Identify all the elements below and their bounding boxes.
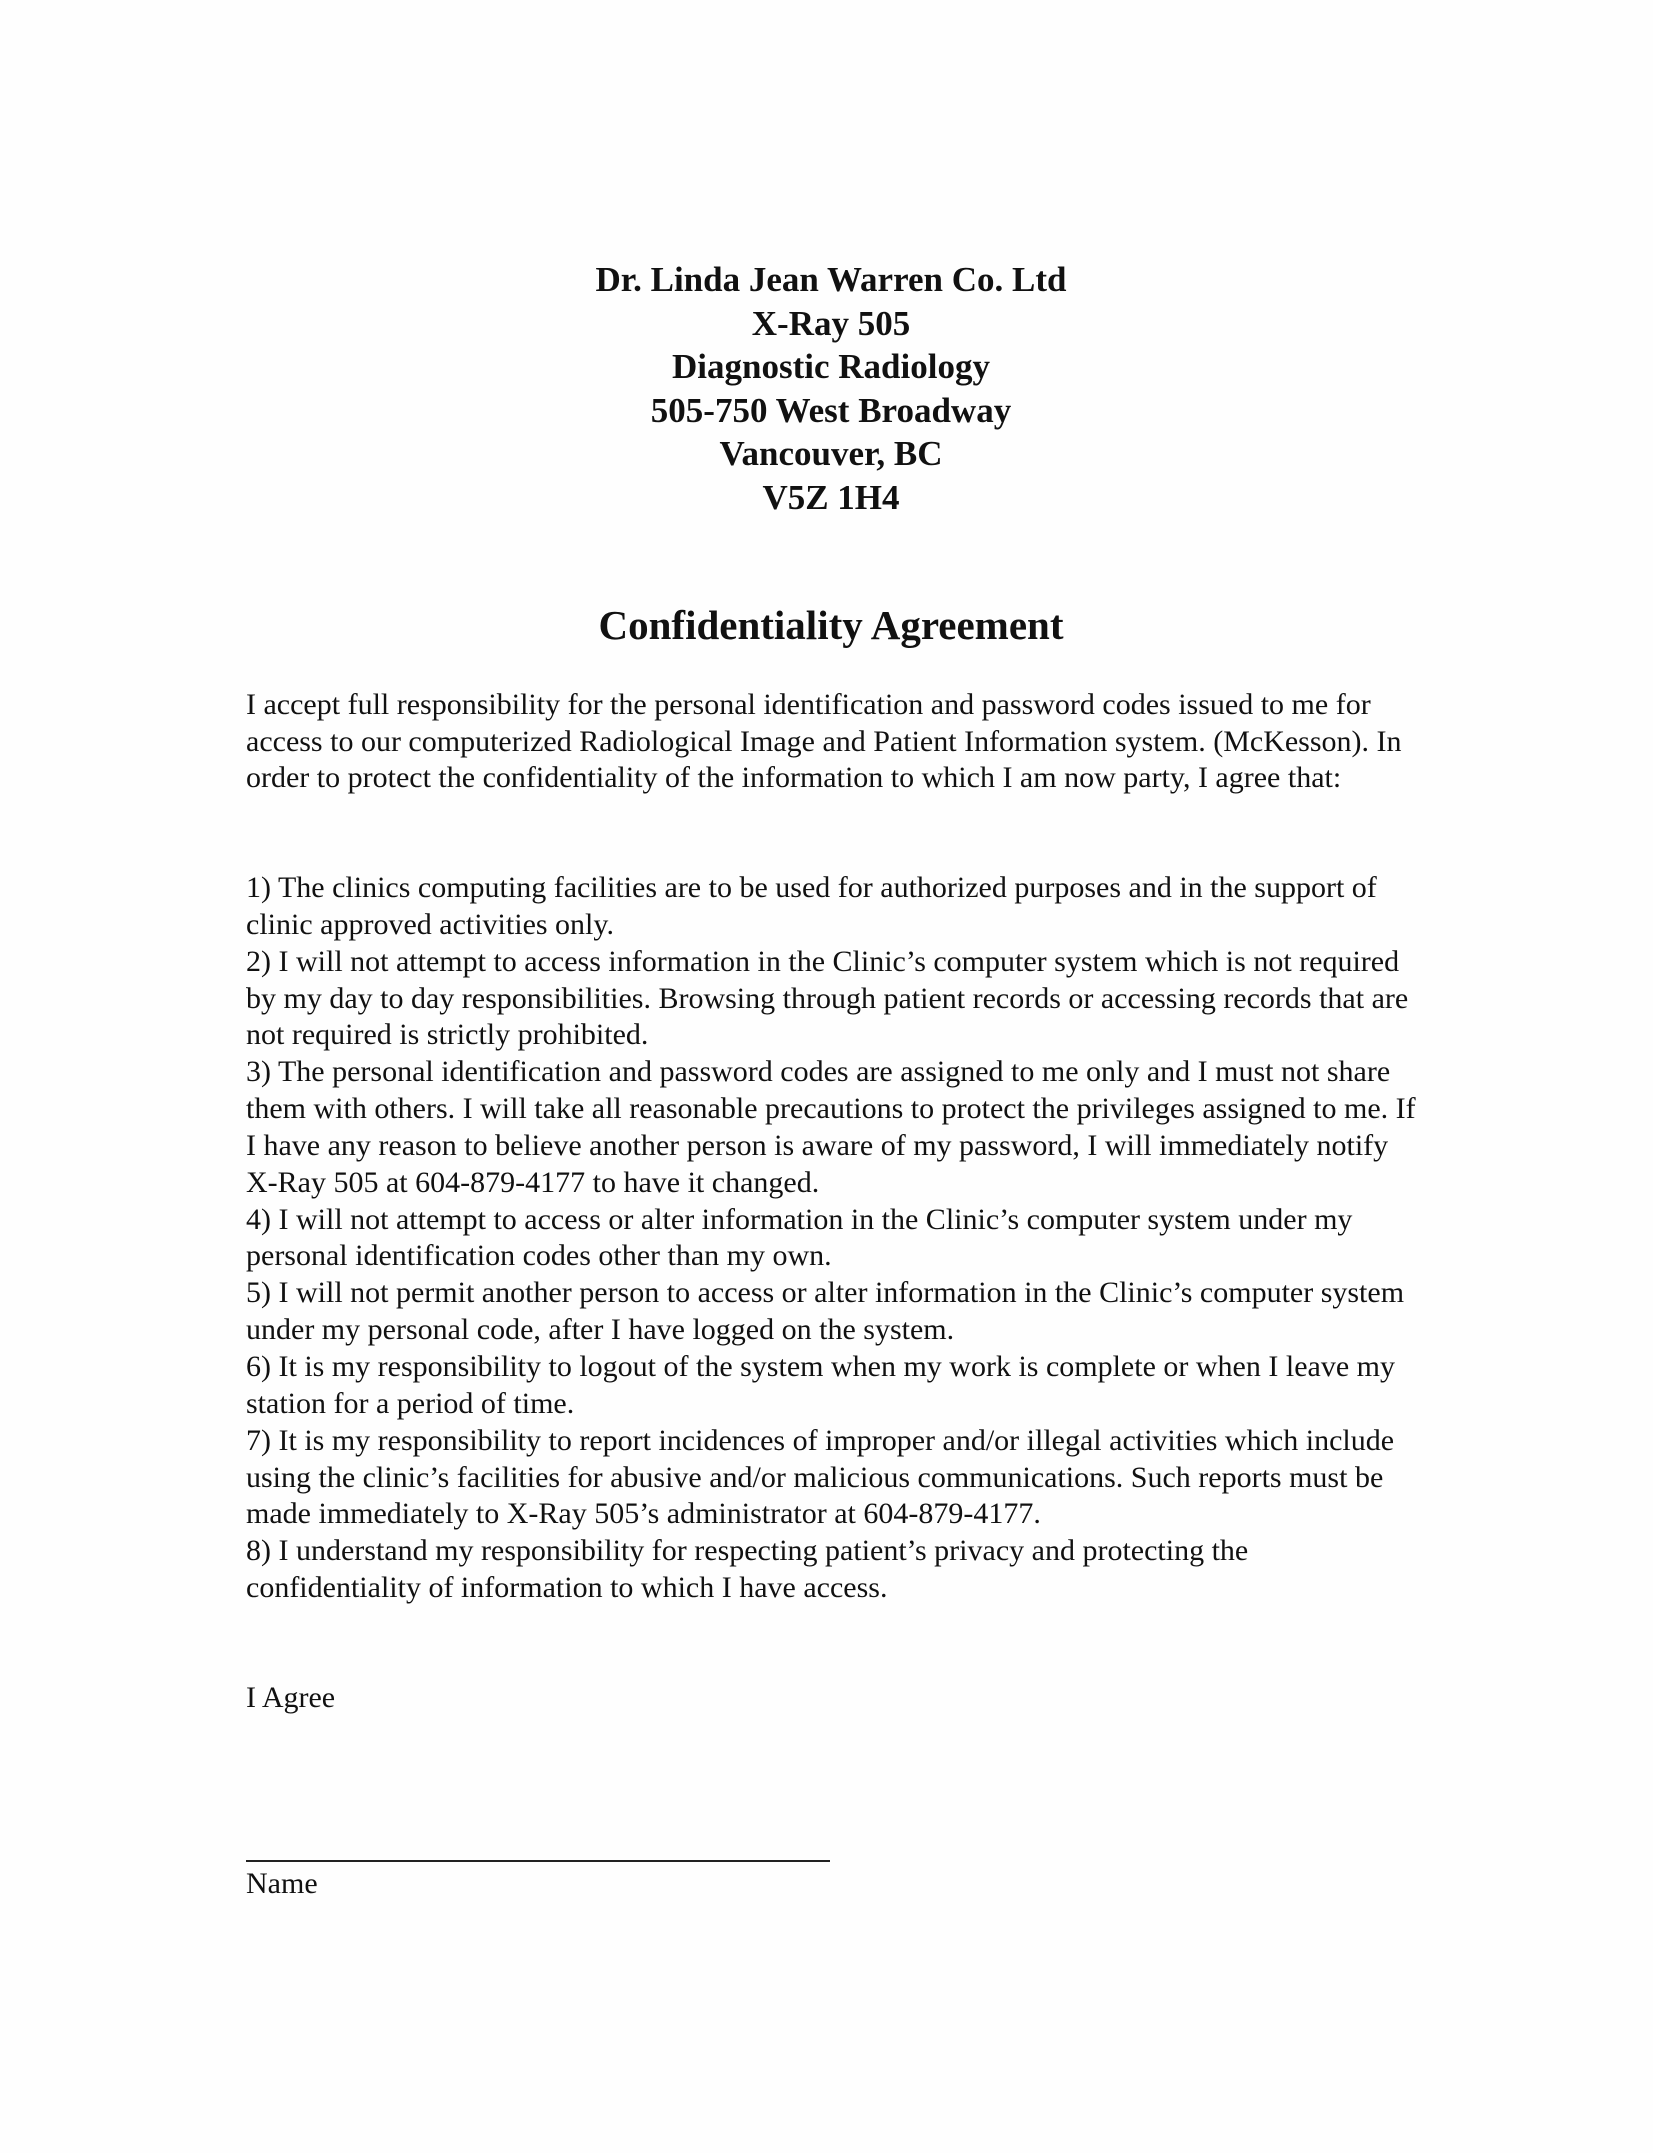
terms-list bbox=[246, 870, 1426, 1607]
term-item: 7) It is my responsibility to report incidences of improper and/or illegal activities which include using the clinic’s facilities for abusive and/or malicious communications. Such reports must be made immediately to X-Ray 505’s administrator at 604-879-4177. bbox=[246, 1423, 1395, 1531]
signature-name-label: Name bbox=[246, 1867, 318, 1900]
letterhead-city: Vancouver, BC bbox=[719, 434, 943, 474]
letterhead-street: 505-750 West Broadway bbox=[650, 390, 1012, 430]
term-item: 5) I will not permit another person to access or alter information in the Clinic’s computer system under my personal code, after I have logged on the system. bbox=[246, 1276, 1405, 1347]
term-item: 4) I will not attempt to access or alter information in the Clinic’s computer system under my personal identification codes other than my own. bbox=[246, 1202, 1353, 1273]
term-item: 3) The personal identification and password codes are assigned to me only and I must not share them with others. I will take all reasonable precautions to protect the privileges assigned to me. If I have any reason to believe another person is aware of my password, I will immediately notify X-Ray 505 at 604-879-4177 to have it changed. bbox=[246, 1055, 1416, 1199]
term-item: 6) It is my responsibility to logout of the system when my work is complete or when I leave my station for a period of time. bbox=[246, 1349, 1395, 1420]
term-item: 2) I will not attempt to access information in the Clinic’s computer system which is not required by my day to day responsibilities. Browsing through patient records or accessing records that are not required is strictly prohibited. bbox=[246, 944, 1409, 1052]
agree-label: I Agree bbox=[246, 1681, 336, 1714]
signature-line bbox=[246, 1860, 830, 1862]
term-item: 1) The clinics computing facilities are to be used for authorized purposes and in the support of clinic approved activities only. bbox=[246, 871, 1377, 941]
document-title: Confidentiality Agreement bbox=[598, 602, 1064, 648]
letterhead-postal-code: V5Z 1H4 bbox=[762, 477, 900, 517]
letterhead-clinic: X-Ray 505 bbox=[751, 303, 911, 343]
term-item: 8) I understand my responsibility for respecting patient’s privacy and protecting the confidentiality of information to which I have access. bbox=[246, 1534, 1249, 1605]
letterhead-company: Dr. Linda Jean Warren Co. Ltd bbox=[595, 260, 1067, 299]
letterhead bbox=[0, 258, 1653, 520]
intro-paragraph: I accept full responsibility for the personal identification and password codes issued to me for access to our computerized Radiological Image and Patient Information system. (McKesson). In order to protect the confidentiality of the information to which I am now party, I agree that: bbox=[246, 688, 1402, 795]
letterhead-department: Diagnostic Radiology bbox=[672, 347, 990, 387]
